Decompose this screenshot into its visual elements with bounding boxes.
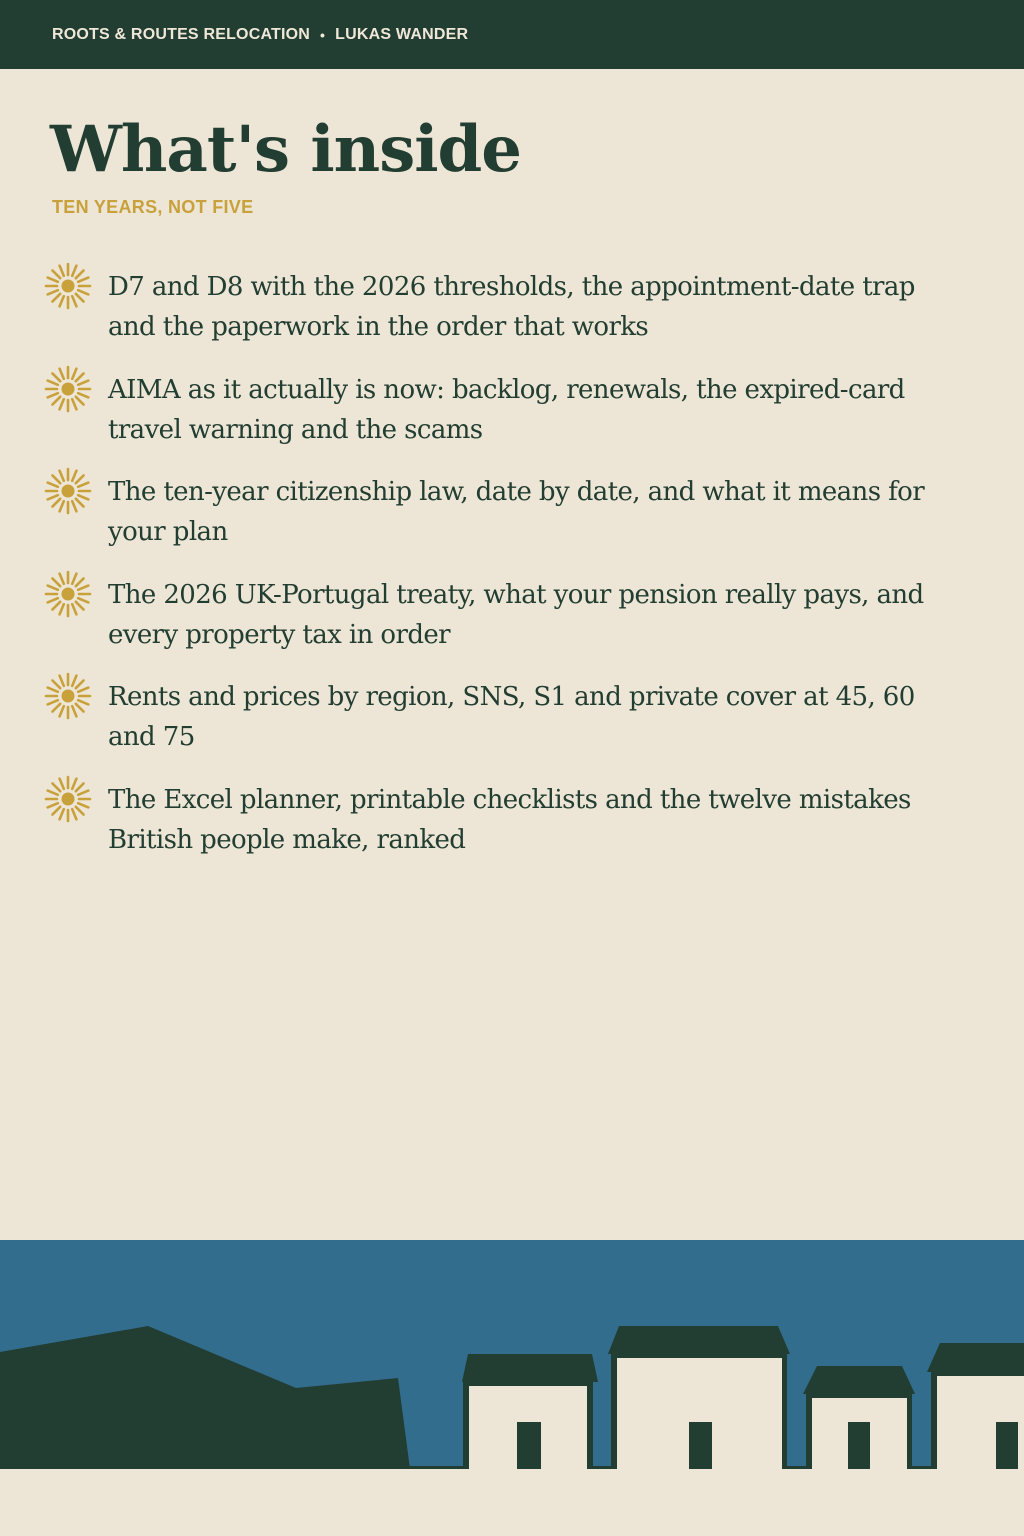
house-3: [803, 1366, 915, 1469]
sun-icon: [44, 262, 92, 310]
list-item: [44, 365, 964, 468]
list-item: [44, 775, 964, 878]
house-4: [927, 1343, 1024, 1469]
list-item: [44, 467, 964, 570]
contents-list: [44, 262, 964, 878]
list-item: [44, 262, 964, 365]
brand-name: ROOTS & ROUTES RELOCATION: [52, 25, 311, 43]
header-bar: [0, 0, 1024, 69]
list-item-text: AIMA as it actually is now: backlog, renewals, the expired-card travel warning and the scams: [108, 374, 905, 445]
house-1: [462, 1354, 598, 1469]
list-item-text: The ten-year citizenship law, date by date, and what it means for your plan: [108, 477, 925, 548]
page-title: What's inside: [50, 112, 521, 187]
list-item: [44, 570, 964, 673]
sun-icon: [44, 672, 92, 720]
list-item: [44, 672, 964, 775]
sun-icon: [44, 365, 92, 413]
list-item-text: D7 and D8 with the 2026 thresholds, the appointment-date trap and the paperwork in the order that works: [108, 272, 915, 342]
list-item-text: The 2026 UK-Portugal treaty, what your pension really pays, and every property tax in order: [108, 579, 924, 650]
village-illustration: [0, 1240, 1024, 1536]
sun-icon: [44, 467, 92, 515]
ground-band: [0, 1469, 1024, 1536]
list-item-text: Rents and prices by region, SNS, S1 and private cover at 45, 60 and 75: [108, 682, 915, 753]
sun-icon: [44, 775, 92, 823]
list-item-text: The Excel planner, printable checklists and the twelve mistakes British people make, ranked: [108, 784, 911, 855]
sun-icon: [44, 570, 92, 618]
separator-dot: •: [320, 26, 326, 43]
page-subtitle: TEN YEARS, NOT FIVE: [52, 197, 254, 217]
author-name: LUKAS WANDER: [335, 25, 469, 43]
house-2: [608, 1326, 790, 1469]
